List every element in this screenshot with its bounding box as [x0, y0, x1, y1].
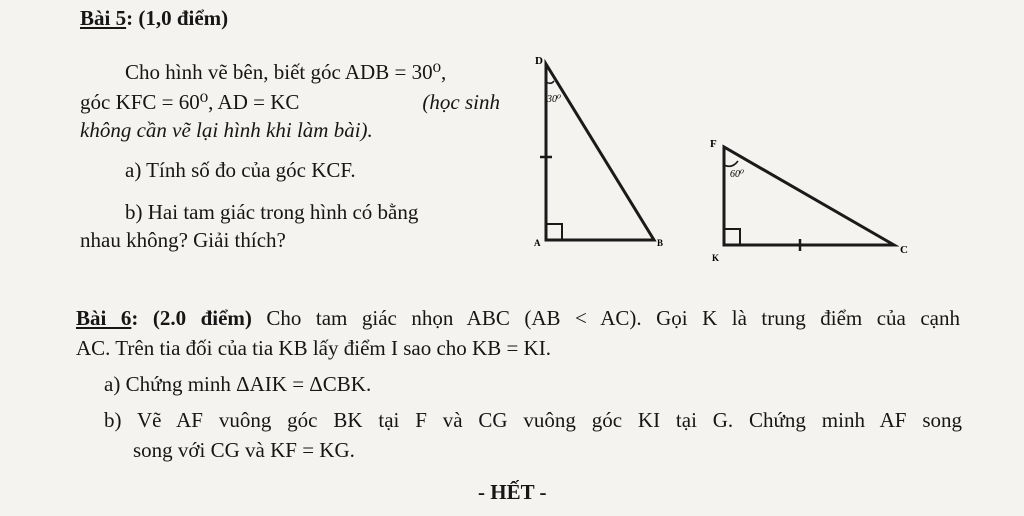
bai6-part-b-line2: song với CG và KF = KG. [133, 438, 355, 462]
bai5-part-b-line2: nhau không? Giải thích? [80, 228, 286, 252]
figure-triangle-dab [510, 50, 685, 265]
bai6-line1 [76, 306, 960, 330]
bai5-part-b-line1: b) Hai tam giác trong hình có bằng [125, 200, 419, 224]
bai5-intro-line1: Cho hình vẽ bên, biết góc ADB = 30⁰, [125, 60, 447, 84]
bai6-part-a: a) Chứng minh ΔAIK = ΔCBK. [104, 372, 372, 396]
figure2-label-right: C [900, 244, 908, 256]
bai5-intro-given: góc KFC = 60⁰, AD = KC [80, 90, 300, 114]
bai6-points: : (2.0 điểm) [131, 306, 252, 330]
figure1-angle-label: 30⁰ [547, 94, 562, 105]
figure1-label-right: B [657, 238, 664, 248]
bai5-part-a: a) Tính số đo của góc KCF. [125, 158, 356, 182]
angle-arc-f [724, 161, 738, 166]
end-marker: - HẾT - [478, 480, 547, 504]
bai5-intro-line2 [80, 90, 500, 114]
bai6-line2: AC. Trên tia đối của tia KB lấy điểm I sao cho KB = KI. [76, 336, 551, 360]
figure2-angle-label: 60⁰ [730, 169, 745, 180]
figure2-label-left: K [712, 253, 720, 263]
figure-triangle-fkc [700, 125, 930, 270]
triangle-dab-shape [546, 64, 654, 240]
right-angle-mark-a [546, 224, 562, 240]
triangle-fkc-shape [724, 147, 894, 245]
bai5-intro-note-b: không cần vẽ lại hình khi làm bài). [80, 118, 373, 142]
figure2-label-top: F [710, 138, 717, 150]
bai5-points: : (1,0 điểm) [126, 6, 229, 30]
bai6-part-b-line1: b) Vẽ AF vuông góc BK tại F và CG vuông góc KI tại G. Chứng minh AF song [104, 408, 962, 432]
bai5-intro-note-a: (học sinh [422, 90, 500, 114]
bai6-line1-rest: Cho tam giác nhọn ABC (AB < AC). Gọi K là trung điểm của cạnh [266, 306, 960, 330]
bai5-heading [80, 6, 228, 30]
figure1-label-top: D [535, 55, 543, 67]
bai6-label: Bài 6 [76, 306, 132, 330]
bai5-label: Bài 5 [80, 6, 127, 30]
right-angle-mark-k [724, 229, 740, 245]
figure1-label-left: A [534, 238, 541, 248]
